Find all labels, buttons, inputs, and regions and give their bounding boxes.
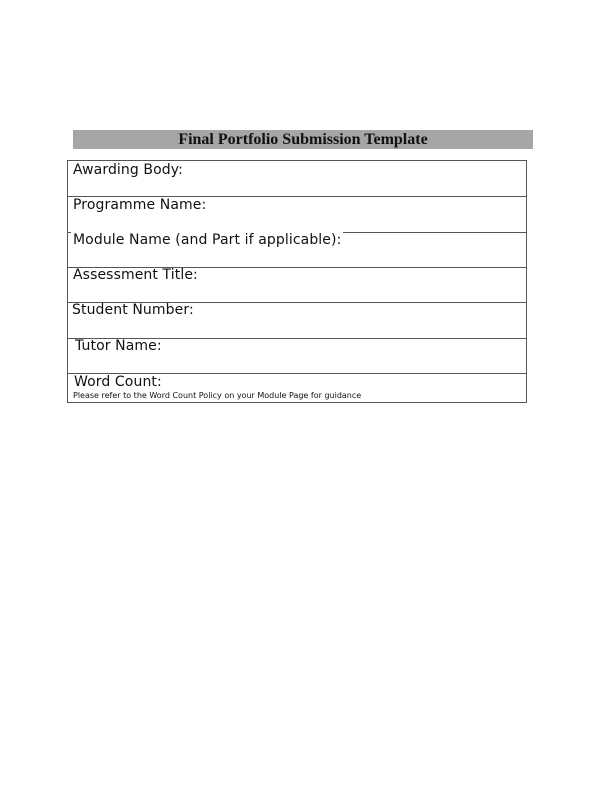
field-label-tutor-name: Tutor Name: (75, 338, 162, 354)
field-row-awarding-body (68, 161, 526, 197)
field-label-module-name: Module Name (and Part if applicable): (73, 232, 342, 248)
field-row-module-name (68, 232, 526, 268)
field-label-word-count: Word Count: (74, 374, 162, 390)
field-row-assessment-title (68, 268, 526, 303)
submission-form-table (67, 160, 527, 403)
document-title: Final Portfolio Submission Template (178, 131, 428, 148)
field-row-word-count (68, 374, 526, 402)
field-row-student-number (68, 303, 526, 339)
field-label-assessment-title: Assessment Title: (73, 267, 198, 283)
field-label-awarding-body: Awarding Body: (73, 162, 183, 178)
field-row-tutor-name (68, 339, 526, 374)
title-bar (73, 130, 533, 149)
word-count-guidance-note: Please refer to the Word Count Policy on your Module Page for guidance (73, 391, 362, 400)
field-label-student-number: Student Number: (72, 302, 194, 318)
field-label-programme-name: Programme Name: (73, 197, 207, 213)
field-row-programme-name (68, 197, 526, 232)
